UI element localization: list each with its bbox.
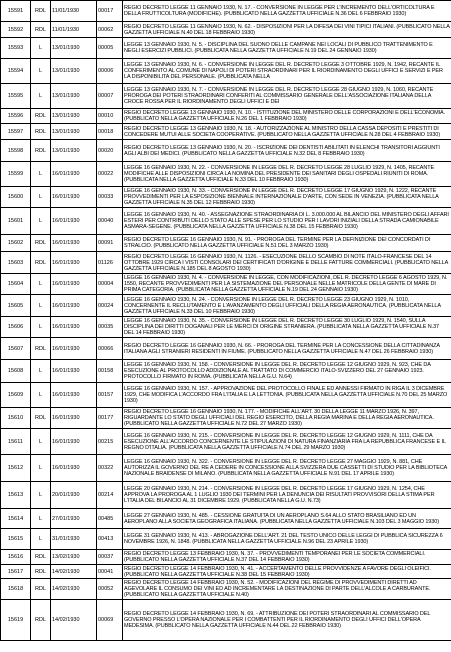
- table-row: [1, 22, 451, 38]
- law-number: 15599: [1, 162, 31, 187]
- law-number: 15601: [1, 208, 31, 235]
- law-description: [123, 274, 451, 295]
- law-description: [123, 59, 451, 84]
- law-register-body: [1, 1, 451, 641]
- law-date: 16/01/1930: [51, 338, 97, 360]
- law-description: [123, 235, 451, 252]
- law-description-text: LEGGE 16 GENNAIO 1930, N. 322. - CONVERSIONE IN LEGGE DEL R. DECRETO LEGGE 27 MAGGIO 1929, N. 881, CHE AUTORIZZA IL GOVERNO DEL RE A CEDERE IN CONCESSIONE ALLA SVIZZERA DUE CASSETTI DI STUDIO PER LA BIBLIOTECA NAZIONALE BRAIDENSE DI MILANO. (PUBBLICATA NELLA GAZZETTA UFFICIALE N.91 DEL 17 APRILE 1930): [124, 459, 447, 477]
- law-description: [123, 550, 451, 565]
- table-row: [1, 529, 451, 550]
- law-type: L: [31, 162, 51, 187]
- law-code: 01126: [97, 252, 123, 274]
- law-type: RDL: [31, 22, 51, 38]
- law-description: [123, 208, 451, 235]
- table-row: [1, 252, 451, 274]
- law-type: L: [31, 38, 51, 59]
- law-date: 13/02/1930: [51, 550, 97, 565]
- law-type: L: [31, 317, 51, 338]
- law-type: RDL: [31, 124, 51, 140]
- law-type: L: [31, 455, 51, 482]
- law-type: RDL: [31, 1, 51, 22]
- law-date: 13/01/1930: [51, 109, 97, 124]
- law-number: 15596: [1, 109, 31, 124]
- table-row: [1, 509, 451, 529]
- law-code: 00069: [97, 600, 123, 641]
- law-number: 15603: [1, 252, 31, 274]
- law-description: [123, 84, 451, 109]
- law-type: RDL: [31, 565, 51, 579]
- law-date: 11/01/1930: [51, 22, 97, 38]
- law-description-text: REGIO DECRETO LEGGE 13 GENNAIO 1930, N. 10. - ISTITUZIONE DEL MINISTERO DELLE CORPORAZIONI E DELL'ECONOMIA. (PUBBLICATO NELLA GAZZETTA UFFICIALE N.26 DEL 1 FEBBRAIO 1930): [124, 110, 446, 122]
- law-description-text: LEGGE 13 GENNAIO 1930, N. 6. - CONVERSIONE IN LEGGE DEL R. DECRETO LEGGE 3 OTTOBRE 1929, N. 1942, RECANTE IL CONFERIMENTO AL COMUNE DI NAPOLI DI POTERI STRAORDINARI PER IL RIORDINAMENTO DEGLI UFFICI E SERVIZI E PER LA DISPONIBILITA DEL PERSONALE. (PUBBLICATA NELLA: [124, 62, 443, 80]
- law-number: 15618: [1, 579, 31, 600]
- law-number: 15591: [1, 1, 31, 22]
- table-row: [1, 429, 451, 455]
- law-description-text: REGIO DECRETO LEGGE 13 GENNAIO 1930, N. 18. - AUTORIZZAZIONE AL MINISTRO DELLA CASSA DEPOSITI E PRESTITI DI CONCEDERE MUTUI ALLE SOCIETA COOPERATIVE. (PUBBLICATO NELLA GAZZETTA UFFICIALE N.28 DEL 4 FEBBRAIO 1930): [124, 125, 440, 138]
- law-description-text: LEGGE 20 GENNAIO 1930, N. 214. - CONVERSIONE IN LEGGE DEL R. DECRETO LEGGE 17 GIUGNO 1929, N. 1254, CHE APPROVA LA PROROGA AL 1 LUGLIO 1930 DEI TERMINI PER LA DENUNCIA DEI RISULTATI PROVVISORI DELLA STIMA PER L'ITALIA DEL BILANCIO AL 31 DICEMBRE 1929. (PUBBLICATA NELLA G.U. N.73): [124, 486, 435, 504]
- table-row: [1, 317, 451, 338]
- law-date: 16/01/1930: [51, 162, 97, 187]
- law-date: 13/01/1930: [51, 59, 97, 84]
- law-code: 00177: [97, 408, 123, 429]
- law-description: [123, 383, 451, 408]
- law-description-text: REGIO DECRETO LEGGE 14 FEBBRAIO 1930, N. 41. - ACCERTAMENTO DELLE PROVVIDENZE A FAVORE DEGLI OLEIFICI. (PUBBLICATO NELLA GAZZETTA UFFICIALE N.38 DEL 15 FEBBRAIO 1930): [124, 565, 431, 578]
- law-number: 15607: [1, 338, 31, 360]
- law-type: RDL: [31, 408, 51, 429]
- law-type: RDL: [31, 109, 51, 124]
- law-type: L: [31, 429, 51, 455]
- law-number: 15598: [1, 140, 31, 162]
- law-date: 11/01/1930: [51, 1, 97, 22]
- law-code: 00010: [97, 109, 123, 124]
- law-code: 00035: [97, 317, 123, 338]
- table-row: [1, 38, 451, 59]
- law-description-text: LEGGE 13 GENNAIO 1930, N. 5. - DISCIPLINA DEL SUONO DELLE CAMPANE NEI LOCALI DI PUBBLICO TRATTENIMENTO E NEGLI ESERCIZI PUBBLICI. (PUBBLICATA NELLA GAZZETTA UFFICIALE N.19 DEL 24 GENNAIO 1930): [124, 42, 433, 54]
- law-date: 16/01/1930: [51, 429, 97, 455]
- law-description-text: LEGGE 16 GENNAIO 1930, N. 157. - APPROVAZIONE DEL PROTOCOLLO FINALE ED ANNESSI FIRMATO IN RIGA IL 3 DICEMBRE 1929, CHE MODIFICA L'ACCORDO FRA L'ITALIA E LA LETTONIA. (PUBBLICATA NELLA GAZZETTA UFFICIALE N.70 DEL 25 MARZO 1930): [124, 386, 448, 404]
- law-description-text: LEGGE 31 GENNAIO 1930, N. 413. - ABROGAZIONE DELL'ART. 21 DEL TESTO UNICO DELLE LEGGI DI PUBBLICA SICUREZZA 6 NOVEMBRE 1926, N. 1848. (PUBBLICATA NELLA GAZZETTA UFFICIALE N.96 DEL 23 APRILE 1930): [124, 533, 443, 545]
- law-type: RDL: [31, 338, 51, 360]
- law-code: 00018: [97, 124, 123, 140]
- law-number: 15610: [1, 408, 31, 429]
- law-description-text: REGIO DECRETO LEGGE 11 GENNAIO 1930, N. 62. - DISPOSIZIONI PER LA DIFESA DEI VINI TIPICI ITALIANI. (PUBBLICATO NELLA GAZZETTA UFFICIALE N.40 DEL 18 FEBBRAIO 1930): [124, 23, 450, 36]
- law-description: [123, 317, 451, 338]
- law-date: 16/01/1930: [51, 408, 97, 429]
- law-description: [123, 338, 451, 360]
- law-date: 16/01/1930: [51, 317, 97, 338]
- law-date: 13/01/1930: [51, 124, 97, 140]
- law-description-text: LEGGE 13 GENNAIO 1930, N. 7. - CONVERSIONE IN LEGGE DEL R. DECRETO LEGGE 28 GIUGNO 1929, N. 1060, RECANTE PROROGA DEI POTERI STRAORDINARI CONFERITI AL COMMISSARIO GENERALE DELL'ASSOCIAZIONE ITALIANA DELLA CROCE ROSSA PER IL RIORDINAMENTO DEGLI UFFICI E DEI: [124, 87, 434, 105]
- table-row: [1, 600, 451, 641]
- law-code: 00157: [97, 383, 123, 408]
- law-code: 00004: [97, 274, 123, 295]
- law-number: 15619: [1, 600, 31, 641]
- law-number: 15609: [1, 383, 31, 408]
- table-row: [1, 579, 451, 600]
- law-code: 00007: [97, 84, 123, 109]
- law-description: [123, 124, 451, 140]
- law-date: 14/02/1930: [51, 579, 97, 600]
- law-description-text: LEGGE 27 GENNAIO 1930, N. 485. - CESSIONE GRATUITA DI UN AEROPLANO S.64 ALLO STATO BRASILIANO ED UN AEROPLANO ALLA SOCIETA GEOGRAFICA ITALIANA. (PUBBLICATA NELLA GAZZETTA UFFICIALE N.103 DEL 3 MAGGIO 1930): [124, 512, 439, 525]
- law-code: 00062: [97, 22, 123, 38]
- law-description-text: REGIO DECRETO LEGGE 14 FEBBRAIO 1930, N. 69. - ATTRIBUZIONE DEI POTERI STRAORDINARI AL COMMISSARIO DEL GOVERNO PRESSO L'OPERA NAZIONALE PER I COMBATTENTI PER IL RIORDINAMENTO DEGLI UFFICI DELL'OPERA MEDESIMA. (PUBBLICATO NELLA GAZZETTA UFFICIALE N.44 DEL 22 FEBBRAIO 1930): [124, 611, 431, 629]
- law-date: 16/01/1930: [51, 208, 97, 235]
- law-description-text: LEGGE 16 GENNAIO 1930, N. 158. - CONVERSIONE IN LEGGE DEL R. DECRETO LEGGE 12 GIUGNO 1929, N. 923, CHE DA ESECUZIONE AL PROTOCOLLO ADDIZIONALE AL TRATTATO DI COMMERCIO ITALO-SVIZZERO DEL 27 GENNAIO 1923. PROTOCOLLO FIRMATO IN ROMA. (PUBBLICATA NELLA G.U. N.64): [124, 362, 431, 380]
- table-row: [1, 360, 451, 383]
- law-description: [123, 187, 451, 208]
- law-description-text: REGIO DECRETO LEGGE 13 GENNAIO 1930, N. 20. - ISCRIZIONE DEI DENTISTI ABILITATI IN ELENCHI TRANSITORI AGGIUNTI AGLI ALBI DEI MEDICI. (PUBBLICATO NELLA GAZZETTA UFFICIALE N.32 DEL 8 FEBBRAIO 1930): [124, 144, 440, 157]
- law-description: [123, 162, 451, 187]
- law-description: [123, 482, 451, 509]
- law-description-text: REGIO DECRETO LEGGE 11 GENNAIO 1930, N. 17. - CONVERSIONE IN LEGGE PER L'INCREMENTO DELL'ORTICOLTURA E DELLA FRUTTICOLTURA (MODIFICHE). (PUBBLICATO NELLA GAZZETTA UFFICIALE N.36 DEL 6 FEBBRAIO 1930): [124, 5, 435, 17]
- table-row: [1, 140, 451, 162]
- law-number: 15602: [1, 235, 31, 252]
- table-row: [1, 455, 451, 482]
- law-type: RDL: [31, 550, 51, 565]
- law-description-text: LEGGE 16 GENNAIO 1930, N. 215. - CONVERSIONE IN LEGGE DEL R. DECRETO LEGGE 12 GIUGNO 1929, N. 1111, CHE DA ESECUZIONE ALL'ACCORDO CONCERNENTE LE STIPULAZIONI DI NATURA FINANZIARIA FRA LA REPUBBLICA FRANCESE E IL REGNO D'ITALIA. (PUBBLICATA NELLA GAZZETTA UFFICIALE N.74 DEL 29 MARZO 1930): [124, 432, 446, 451]
- law-type: L: [31, 383, 51, 408]
- law-code: 00091: [97, 235, 123, 252]
- law-description-text: LEGGE 16 GENNAIO 1930, N. 22. - CONVERSIONE IN LEGGE DEL R. DECRETO LEGGE 28 LUGLIO 1929, N. 1405, RECANTE MODIFICHE ALLE DISPOSIZIONI CIRCA LA NOMINA DEL PRESIDENTE DEI SANITARI DEGLI OSPEDALI RIUNITI DI ROMA. (PUBBLICATA NELLA GAZZETTA UFFICIALE N.33 DEL 10 FEBBRAIO 1930): [124, 165, 435, 183]
- table-row: [1, 124, 451, 140]
- law-number: 15616: [1, 550, 31, 565]
- law-number: 15592: [1, 22, 31, 38]
- law-date: 16/01/1930: [51, 235, 97, 252]
- law-number: 15611: [1, 429, 31, 455]
- law-code: 00066: [97, 338, 123, 360]
- law-description-text: LEGGE 16 GENNAIO 1930, N. 35. - CONVERSIONE IN LEGGE DEL R. DECRETO LEGGE 30 LUGLIO 1929, N. 1540, SULLA DISCIPLINA DEI DIRITTI DOGANALI PER LE MERCI DI ORIGINE STRANIERA. (PUBBLICATA NELLA GAZZETTA UFFICIALE N.37 DEL 14 FEBBRAIO 1930): [124, 318, 439, 336]
- law-number: 15594: [1, 59, 31, 84]
- law-code: 00214: [97, 482, 123, 509]
- law-description: [123, 429, 451, 455]
- table-row: [1, 84, 451, 109]
- law-description: [123, 1, 451, 22]
- law-number: 15595: [1, 84, 31, 109]
- table-row: [1, 565, 451, 579]
- law-date: 16/01/1930: [51, 383, 97, 408]
- law-number: 15613: [1, 482, 31, 509]
- law-code: 00041: [97, 565, 123, 579]
- law-type: L: [31, 529, 51, 550]
- law-description-text: REGIO DECRETO LEGGE 16 GENNAIO 1930, N. 66. - PROROGA DEL TERMINE PER LA CONCESSIONE DELLA CITTADINANZA ITALIANA AGLI STRANIERI RESIDENTI IN FIUME. (PUBBLICATO NELLA GAZZETTA UFFICIALE N.47 DEL 26 FEBBRAIO 1930): [124, 342, 440, 355]
- law-description: [123, 109, 451, 124]
- law-description: [123, 600, 451, 641]
- law-code: 00158: [97, 360, 123, 383]
- law-description-text: REGIO DECRETO LEGGE 14 FEBBRAIO 1930, N. 52. - MODIFICAZIONI DEL REGIME DI PROVVEDIMENTI DIRETTI AD AGEVOLARE IL CONSUMO DEI VINI ED AD INCREMENTARE LA DESTINAZIONE DI PARTE DELL'ALCOLE A CARBURANTE. (PUBBLICATO NELLA GAZZETTA UFFICIALE N.40): [124, 580, 431, 598]
- law-code: 00017: [97, 1, 123, 22]
- law-type: L: [31, 84, 51, 109]
- law-description-text: REGIO DECRETO LEGGE 13 FEBBRAIO 1930, N. 37. - PROVVEDIMENTI TEMPORANEI PER LE SOCIETA COMMERCIALI. (PUBBLICATO NELLA GAZZETTA UFFICIALE N.37 DEL 14 FEBBRAIO 1930): [124, 551, 426, 563]
- law-type: RDL: [31, 579, 51, 600]
- law-number: 15597: [1, 124, 31, 140]
- law-description-text: REGIO DECRETO LEGGE 16 GENNAIO 1930, N. 177. - MODIFICHE ALL'ART. 30 DELLA LEGGE 11 MARZO 1926, N. 397, RIGUARDANTE LO STATO DEGLI UFFICIALI DEL REGIO ESERCITO, DELLA REGIA MARINA E DELLA REGIA AERONAUTICA. (PUBBLICATO NELLA GAZZETTA UFFICIALE N.72 DEL 27 MARZO 1930): [124, 409, 434, 427]
- law-description: [123, 295, 451, 317]
- law-number: 15606: [1, 317, 31, 338]
- law-date: 16/01/1930: [51, 252, 97, 274]
- law-description: [123, 38, 451, 59]
- law-code: 00040: [97, 208, 123, 235]
- law-type: L: [31, 59, 51, 84]
- law-number: 15608: [1, 360, 31, 383]
- law-date: 16/01/1930: [51, 455, 97, 482]
- law-description-text: REGIO DECRETO LEGGE 16 GENNAIO 1930, N. 1126. - ESECUZIONE DELLO SCAMBIO DI NOTE ITALO-FRANCESE DEL 14 OTTOBRE 1929 CIRCA I VISTI CONSOLARI DEI CERTIFICATI D'ORIGINE E DELLE FATTURE COMMERCIALI. (PUBBLICATO NELLA GAZZETTA UFFICIALE N.185 DEL 8 AGOSTO 1930): [124, 253, 448, 272]
- law-description: [123, 252, 451, 274]
- law-type: RDL: [31, 252, 51, 274]
- law-code: 00033: [97, 187, 123, 208]
- law-type: L: [31, 295, 51, 317]
- law-description-text: REGIO DECRETO LEGGE 16 GENNAIO 1930, N. 91. - PROROGA DEL TERMINE PER LA DEFINIZIONE DEI CONCORDATI DI STRALCIO. (PUBBLICATO NELLA GAZZETTA UFFICIALE N.51 DEL 3 MARZO 1930): [124, 237, 431, 249]
- law-date: 16/01/1930: [51, 360, 97, 383]
- law-description: [123, 22, 451, 38]
- table-row: [1, 235, 451, 252]
- law-number: 15615: [1, 529, 31, 550]
- law-description: [123, 579, 451, 600]
- law-description: [123, 140, 451, 162]
- law-type: L: [31, 274, 51, 295]
- law-date: 16/01/1930: [51, 274, 97, 295]
- table-row: [1, 59, 451, 84]
- law-code: 00005: [97, 38, 123, 59]
- law-date: 16/01/1930: [51, 295, 97, 317]
- law-description-text: LEGGE 16 GENNAIO 1930, N. 40. - ASSEGNAZIONE STRAORDINARIA DI L. 3.000.000 AL BILANCIO DEL MINISTERO DEGLI AFFARI ESTERI PER CONTRIBUTI DELLO STATO ALLE SPESE PER LO STUDIO PER I LAVORI INIZIALI DELLA STRADA CAMIONABILE ASMARA-SEGENE. (PUBBLICATA NELLA GAZZETTA UFFICIALE N.38 DEL 15 FEBBRAIO 1930): [124, 212, 449, 230]
- law-date: 14/02/1930: [51, 565, 97, 579]
- law-type: RDL: [31, 600, 51, 641]
- law-number: 15605: [1, 295, 31, 317]
- law-type: RDL: [31, 140, 51, 162]
- law-code: 00024: [97, 295, 123, 317]
- law-description-text: LEGGE 16 GENNAIO 1930, N. 4. - CONVERSIONE IN LEGGE, CON MODIFICAZIONI, DEL R. DECRETO LEGGE 6 AGOSTO 1929, N. 1550, RECANTE PROVVEDIMENTI PER LA SISTEMAZIONE DEL PERSONALE NELLE MATRICOLE DELLA GENTE DI MARE DI PRIMA CATEGORIA. (PUBBLICATA NELLA GAZZETTA UFFICIALE N.19 DEL 24 GENNAIO 1930): [124, 275, 448, 293]
- table-row: [1, 338, 451, 360]
- law-number: 15593: [1, 38, 31, 59]
- law-code: 00037: [97, 550, 123, 565]
- table-row: [1, 162, 451, 187]
- law-date: 27/01/1930: [51, 509, 97, 529]
- law-number: 15600: [1, 187, 31, 208]
- law-code: 00006: [97, 59, 123, 84]
- law-code: 00022: [97, 162, 123, 187]
- law-date: 13/01/1930: [51, 38, 97, 59]
- law-type: L: [31, 509, 51, 529]
- law-code: 00322: [97, 455, 123, 482]
- law-date: 16/01/1930: [51, 187, 97, 208]
- law-description: [123, 408, 451, 429]
- law-description-text: LEGGE 16 GENNAIO 1930, N. 24. - CONVERSIONE IN LEGGE DEL R. DECRETO LEGGE 23 GIUGNO 1929, N. 1010, CONCERNENTE IL RECLUTAMENTO E L'AVANZAMENTO DEGLI UFFICIALI DELLA REGIA AERONAUTICA. (PUBBLICATA NELLA GAZZETTA UFFICIALE N.33 DEL 10 FEBBRAIO 1930): [124, 296, 441, 315]
- table-row: [1, 1, 451, 22]
- law-description: [123, 529, 451, 550]
- table-row: [1, 383, 451, 408]
- law-date: 13/01/1930: [51, 84, 97, 109]
- table-row: [1, 482, 451, 509]
- law-number: 15604: [1, 274, 31, 295]
- law-description-text: LEGGE 16 GENNAIO 1930, N. 33. - CONVERSIONE IN LEGGE DEL R. DECRETO LEGGE 17 GIUGNO 1929, N. 1222, RECANTE PROVVEDIMENTI PER LA ESPOSIZIONE BIENNALE INTERNAZIONALE D'ARTE, CON SEDE IN VENEZIA. (PUBBLICATA NELLA GAZZETTA UFFICIALE N.35 DEL 12 FEBBRAIO 1930): [124, 188, 439, 206]
- table-row: [1, 295, 451, 317]
- law-type: L: [31, 360, 51, 383]
- law-number: 15612: [1, 455, 31, 482]
- law-description: [123, 565, 451, 579]
- law-date: 14/02/1930: [51, 600, 97, 641]
- law-description: [123, 509, 451, 529]
- table-row: [1, 274, 451, 295]
- law-date: 20/01/1930: [51, 482, 97, 509]
- law-code: 00020: [97, 140, 123, 162]
- law-type: L: [31, 482, 51, 509]
- law-number: 15617: [1, 565, 31, 579]
- law-date: 31/01/1930: [51, 529, 97, 550]
- law-code: 00052: [97, 579, 123, 600]
- law-code: 00215: [97, 429, 123, 455]
- law-type: L: [31, 187, 51, 208]
- law-description: [123, 360, 451, 383]
- table-row: [1, 208, 451, 235]
- law-date: 13/01/1930: [51, 140, 97, 162]
- table-row: [1, 550, 451, 565]
- table-row: [1, 408, 451, 429]
- law-number: 15614: [1, 509, 31, 529]
- law-type: RDL: [31, 235, 51, 252]
- law-code: 00485: [97, 509, 123, 529]
- law-type: L: [31, 208, 51, 235]
- table-row: [1, 187, 451, 208]
- law-description: [123, 455, 451, 482]
- table-row: [1, 109, 451, 124]
- law-code: 00413: [97, 529, 123, 550]
